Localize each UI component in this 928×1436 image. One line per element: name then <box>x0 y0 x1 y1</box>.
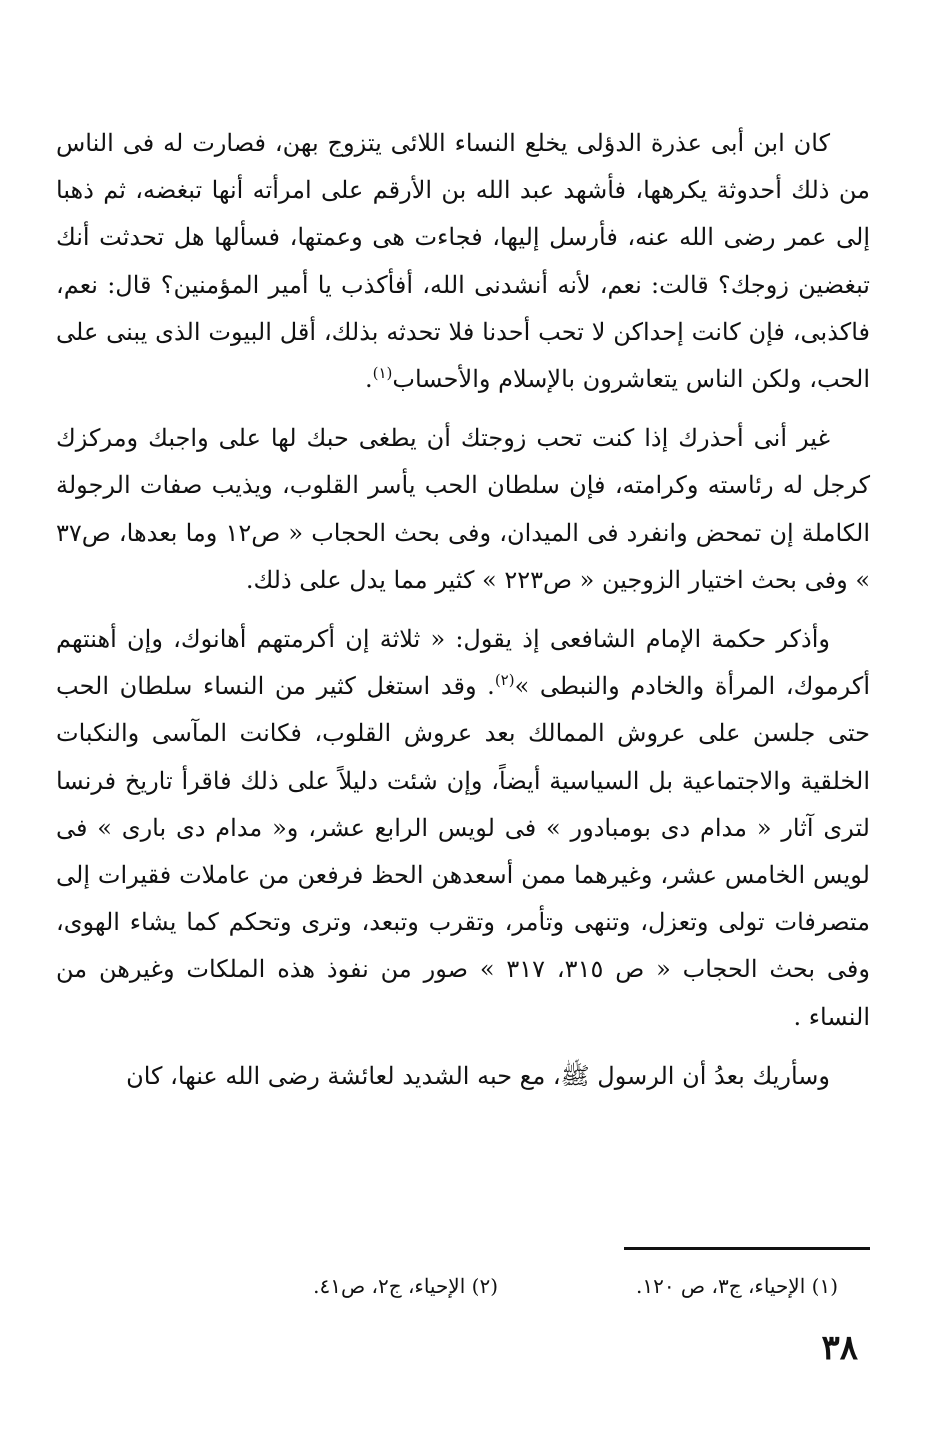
paragraph-3-text: وأذكر حكمة الإمام الشافعى إذ يقول: « ثلاثة إن أكرمتهم أهانوك، وإن أهنتهم أكرموك، المرأة والخادم والنبطى » <box>56 625 870 701</box>
paragraph-4-text: وسأريك بعدُ أن الرسول ﷺ، مع حبه الشديد لعائشة رضى الله عنها، كان <box>126 1061 830 1090</box>
paragraph-2 <box>56 415 870 604</box>
paragraph-2-text: غير أنى أحذرك إذا كنت تحب زوجتك أن يطغى حبك لها على واجبك ومركزك كرجل له رئاسته وكرامته، فإن سلطان الحب يأسر القلوب، ويذيب صفات الرجولة الكاملة إن تمحض وانفرد فى الميدان، وفى بحث الحجاب « ص١٢ وما بعدها، ص٣٧ » وفى بحث اختيار الزوجين « ص٢٢٣ » كثير مما يدل على ذلك. <box>56 424 870 594</box>
footnote-divider <box>624 1247 870 1250</box>
page-number: ٣٨ <box>821 1328 858 1368</box>
paragraph-1 <box>56 120 870 403</box>
paragraph-1-tail: . <box>364 365 373 394</box>
footnote-ref-1: (١) <box>372 364 393 383</box>
paragraph-3 <box>56 616 870 1041</box>
paragraph-4 <box>56 1053 870 1100</box>
paragraph-1-text: كان ابن أبى عذرة الدؤلى يخلع النساء اللائى يتزوج بهن، فصارت له فى الناس من ذلك أحدوثة يكرهها، فأشهد عبد الله بن الأرقم على امرأته أنها تبغضه، ثم ذهبا إلى عمر رضى الله عنه، فأرسل إليها، فجاءت هى وعمتها، فسألها هل تحدثت أنك تبغضين زوجك؟ قالت: نعم، لأنه أنشدنى الله، أفأكذب يا أمير المؤمنين؟ قال: نعم، فاكذبى، فإن كانت إحداكن لا تحب أحدنا فلا تحدثه بذلك، أقل البيوت الذى يبنى على الحب، ولكن الناس يتعاشرون بالإسلام والأحساب <box>56 129 870 394</box>
footnote-1: (١) الإحياء، ج٣، ص ١٢٠. <box>635 1274 838 1298</box>
footnote-2: (٢) الإحياء، ج٢، ص٤١. <box>313 1274 498 1298</box>
paragraph-3-tail: . وقد استغل كثير من النساء سلطان الحب حتى جلسن على عروش الممالك بعد عروش القلوب، فكانت المآسى والنكبات الخلقية والاجتماعية بل السياسية أيضاً، وإن شئت دليلاً على ذلك فاقرأ تاريخ فرنسا لترى آثار « مدام دى بومبادور » فى لويس الرابع عشر، و« مدام دى بارى » فى لويس الخامس عشر، وغيرهما ممن أسعدهن الحظ فرفعن من عاملات فقيرات إلى متصرفات تولى وتعزل، وتنهى وتأمر، وتقرب وتبعد، وترى وتحكم كما يشاء الهوى، وفى بحث الحجاب « ص ٣١٥، ٣١٧ » صور من نفوذ هذه الملكات وغيرهن من النساء . <box>56 672 871 1031</box>
body-text <box>56 120 870 1100</box>
footnote-ref-2: (٢) <box>494 671 515 690</box>
